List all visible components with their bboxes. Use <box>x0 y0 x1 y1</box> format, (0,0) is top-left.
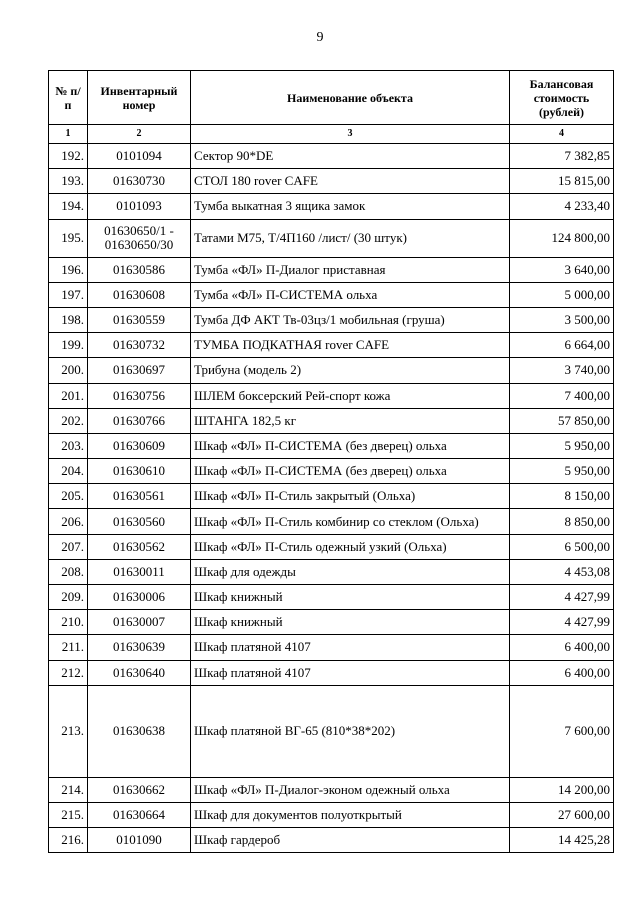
balance-cost-cell: 7 382,85 <box>510 144 614 169</box>
row-number-cell: 212. <box>49 660 88 685</box>
table-row <box>49 144 614 169</box>
object-name-cell: Шкаф платяной 4107 <box>191 635 510 660</box>
inventory-table <box>48 70 614 853</box>
inventory-number-cell: 0101093 <box>88 194 191 219</box>
balance-cost-cell: 5 000,00 <box>510 282 614 307</box>
row-number-cell: 207. <box>49 534 88 559</box>
object-name-cell: Тумба выкатная 3 ящика замок <box>191 194 510 219</box>
column-index: 4 <box>510 125 614 144</box>
table-row <box>49 509 614 534</box>
balance-cost-cell: 5 950,00 <box>510 433 614 458</box>
header-num: № п/п <box>49 71 88 125</box>
object-name-cell: Шкаф книжный <box>191 585 510 610</box>
row-number-cell: 209. <box>49 585 88 610</box>
balance-cost-cell: 4 453,08 <box>510 559 614 584</box>
balance-cost-cell: 3 740,00 <box>510 358 614 383</box>
balance-cost-cell: 4 427,99 <box>510 610 614 635</box>
object-name-cell: ШЛЕМ боксерский Рей-спорт кожа <box>191 383 510 408</box>
object-name-cell: Шкаф «ФЛ» П-Диалог-эконом одежный ольха <box>191 777 510 802</box>
inventory-number-cell: 01630730 <box>88 169 191 194</box>
inventory-number-cell: 01630610 <box>88 459 191 484</box>
row-number-cell: 211. <box>49 635 88 660</box>
object-name-cell: СТОЛ 180 rover CAFE <box>191 169 510 194</box>
object-name-cell: Шкаф «ФЛ» П-СИСТЕМА (без дверец) ольха <box>191 459 510 484</box>
inventory-number-cell: 0101090 <box>88 828 191 853</box>
inventory-number-cell: 01630011 <box>88 559 191 584</box>
inventory-number-cell: 01630640 <box>88 660 191 685</box>
row-number-cell: 200. <box>49 358 88 383</box>
row-number-cell: 213. <box>49 685 88 777</box>
object-name-cell: Шкаф книжный <box>191 610 510 635</box>
inventory-number-cell: 01630561 <box>88 484 191 509</box>
object-name-cell: Тумба «ФЛ» П-СИСТЕМА ольха <box>191 282 510 307</box>
inventory-number-cell: 01630559 <box>88 307 191 332</box>
object-name-cell: Татами М75, Т/4П160 /лист/ (30 штук) <box>191 219 510 257</box>
object-name-cell: Тумба «ФЛ» П-Диалог приставная <box>191 257 510 282</box>
row-number-cell: 202. <box>49 408 88 433</box>
row-number-cell: 199. <box>49 333 88 358</box>
inventory-number-cell: 01630662 <box>88 777 191 802</box>
table-row <box>49 169 614 194</box>
column-index-row <box>49 125 614 144</box>
column-index: 3 <box>191 125 510 144</box>
balance-cost-cell: 124 800,00 <box>510 219 614 257</box>
inventory-number-cell: 01630006 <box>88 585 191 610</box>
row-number-cell: 196. <box>49 257 88 282</box>
inventory-number-cell: 01630639 <box>88 635 191 660</box>
inventory-number-cell: 0101094 <box>88 144 191 169</box>
header-inventory-number: Инвентарный номер <box>88 71 191 125</box>
balance-cost-cell: 7 600,00 <box>510 685 614 777</box>
column-index: 1 <box>49 125 88 144</box>
object-name-cell: Сектор 90*DE <box>191 144 510 169</box>
row-number-cell: 208. <box>49 559 88 584</box>
table-row <box>49 660 614 685</box>
object-name-cell: Шкаф гардероб <box>191 828 510 853</box>
table-row <box>49 307 614 332</box>
object-name-cell: ШТАНГА 182,5 кг <box>191 408 510 433</box>
table-row <box>49 610 614 635</box>
balance-cost-cell: 8 850,00 <box>510 509 614 534</box>
row-number-cell: 194. <box>49 194 88 219</box>
object-name-cell: Шкаф для одежды <box>191 559 510 584</box>
inventory-number-cell: 01630609 <box>88 433 191 458</box>
inventory-number-cell: 01630007 <box>88 610 191 635</box>
row-number-cell: 203. <box>49 433 88 458</box>
table-row <box>49 777 614 802</box>
balance-cost-cell: 4 233,40 <box>510 194 614 219</box>
object-name-cell: Шкаф «ФЛ» П-Стиль комбинир со стеклом (Ольха) <box>191 509 510 534</box>
row-number-cell: 198. <box>49 307 88 332</box>
inventory-number-cell: 01630664 <box>88 802 191 827</box>
row-number-cell: 195. <box>49 219 88 257</box>
row-number-cell: 204. <box>49 459 88 484</box>
inventory-number-cell: 01630732 <box>88 333 191 358</box>
object-name-cell: ТУМБА ПОДКАТНАЯ rover CAFE <box>191 333 510 358</box>
balance-cost-cell: 57 850,00 <box>510 408 614 433</box>
row-number-cell: 205. <box>49 484 88 509</box>
table-row <box>49 802 614 827</box>
balance-cost-cell: 15 815,00 <box>510 169 614 194</box>
table-row <box>49 383 614 408</box>
column-index: 2 <box>88 125 191 144</box>
balance-cost-cell: 6 400,00 <box>510 635 614 660</box>
inventory-number-cell: 01630756 <box>88 383 191 408</box>
balance-cost-cell: 6 664,00 <box>510 333 614 358</box>
inventory-number-cell: 01630608 <box>88 282 191 307</box>
row-number-cell: 215. <box>49 802 88 827</box>
balance-cost-cell: 3 500,00 <box>510 307 614 332</box>
row-number-cell: 201. <box>49 383 88 408</box>
table-body <box>49 144 614 853</box>
table-row <box>49 333 614 358</box>
object-name-cell: Трибуна (модель 2) <box>191 358 510 383</box>
inventory-number-cell: 01630562 <box>88 534 191 559</box>
balance-cost-cell: 14 200,00 <box>510 777 614 802</box>
table-row <box>49 433 614 458</box>
table-row <box>49 828 614 853</box>
table-row <box>49 585 614 610</box>
balance-cost-cell: 7 400,00 <box>510 383 614 408</box>
header-balance-cost: Балансовая стоимость (рублей) <box>510 71 614 125</box>
object-name-cell: Шкаф для документов полуоткрытый <box>191 802 510 827</box>
object-name-cell: Шкаф «ФЛ» П-Стиль закрытый (Ольха) <box>191 484 510 509</box>
object-name-cell: Шкаф платяной 4107 <box>191 660 510 685</box>
inventory-number-cell: 01630586 <box>88 257 191 282</box>
table-row <box>49 194 614 219</box>
inventory-number-cell: 01630560 <box>88 509 191 534</box>
table-row <box>49 559 614 584</box>
balance-cost-cell: 8 150,00 <box>510 484 614 509</box>
table-row <box>49 534 614 559</box>
table-row <box>49 408 614 433</box>
table-row <box>49 282 614 307</box>
object-name-cell: Шкаф «ФЛ» П-Стиль одежный узкий (Ольха) <box>191 534 510 559</box>
balance-cost-cell: 6 400,00 <box>510 660 614 685</box>
object-name-cell: Тумба ДФ АКТ Тв-03цз/1 мобильная (груша) <box>191 307 510 332</box>
row-number-cell: 214. <box>49 777 88 802</box>
header-row <box>49 71 614 125</box>
inventory-number-cell: 01630697 <box>88 358 191 383</box>
page-number: 9 <box>316 30 324 45</box>
balance-cost-cell: 4 427,99 <box>510 585 614 610</box>
inventory-number-cell: 01630638 <box>88 685 191 777</box>
table-row <box>49 358 614 383</box>
row-number-cell: 206. <box>49 509 88 534</box>
table-row <box>49 459 614 484</box>
header-object-name: Наименование объекта <box>191 71 510 125</box>
balance-cost-cell: 5 950,00 <box>510 459 614 484</box>
table-row <box>49 257 614 282</box>
inventory-number-cell: 01630766 <box>88 408 191 433</box>
table-row <box>49 219 614 257</box>
balance-cost-cell: 27 600,00 <box>510 802 614 827</box>
object-name-cell: Шкаф «ФЛ» П-СИСТЕМА (без дверец) ольха <box>191 433 510 458</box>
row-number-cell: 197. <box>49 282 88 307</box>
balance-cost-cell: 6 500,00 <box>510 534 614 559</box>
object-name-cell: Шкаф платяной ВГ-65 (810*38*202) <box>191 685 510 777</box>
table-row <box>49 635 614 660</box>
row-number-cell: 193. <box>49 169 88 194</box>
row-number-cell: 192. <box>49 144 88 169</box>
balance-cost-cell: 3 640,00 <box>510 257 614 282</box>
table-row <box>49 484 614 509</box>
table-row <box>49 685 614 777</box>
balance-cost-cell: 14 425,28 <box>510 828 614 853</box>
row-number-cell: 216. <box>49 828 88 853</box>
inventory-number-cell: 01630650/1 - 01630650/30 <box>88 219 191 257</box>
row-number-cell: 210. <box>49 610 88 635</box>
